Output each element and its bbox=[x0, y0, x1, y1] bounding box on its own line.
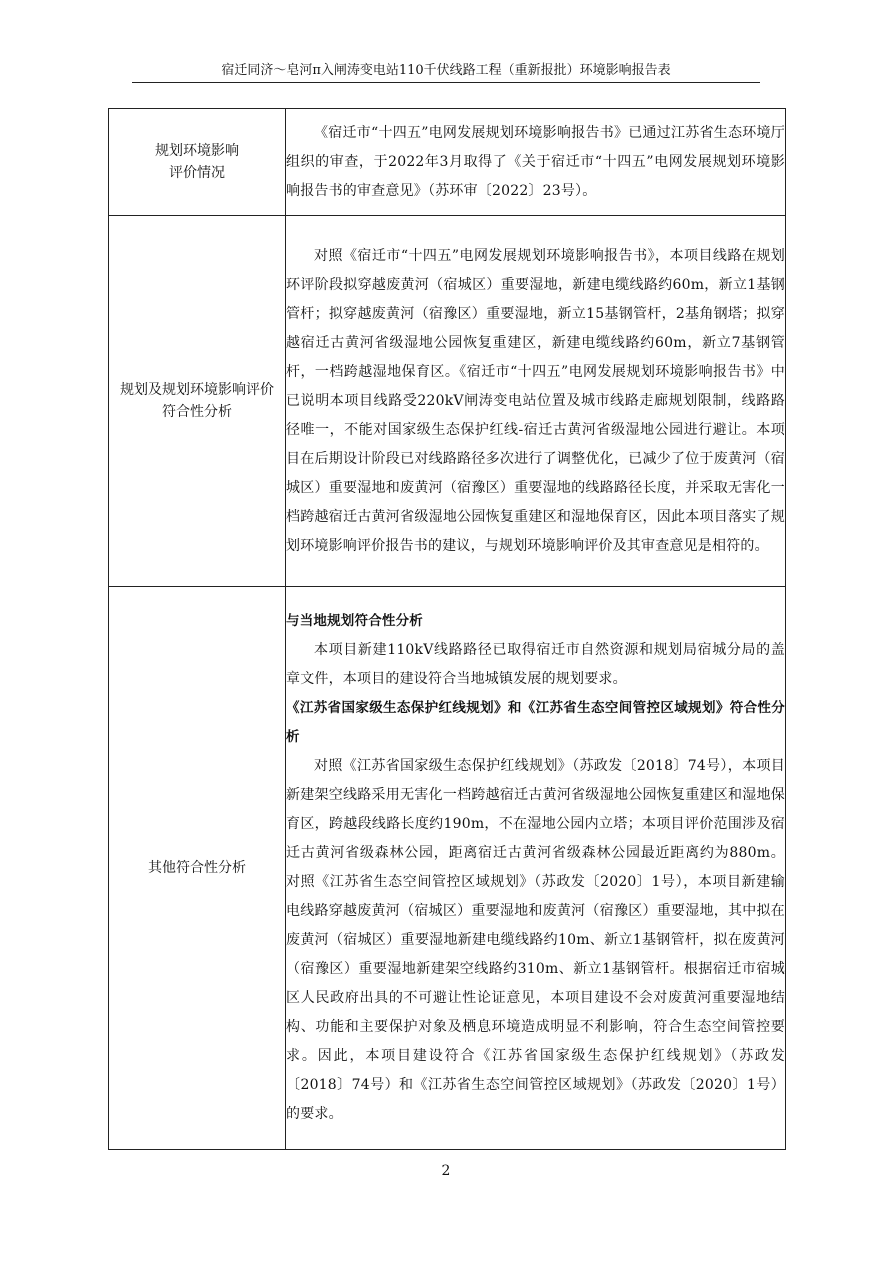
row-content-planning-compliance bbox=[286, 216, 786, 587]
table-row bbox=[109, 109, 786, 216]
label-line: 评价情况 bbox=[169, 165, 225, 181]
paragraph: 本项目新建110kV线路路径已取得宿迁市自然资源和规划局宿城分局的盖章文件，本项目的建设符合当地城镇发展的规划要求。 bbox=[286, 642, 785, 687]
label-line: 符合性分析 bbox=[162, 404, 232, 420]
section-subheading: 与当地规划符合性分析 bbox=[286, 613, 423, 629]
header-divider bbox=[132, 82, 760, 83]
label-line: 规划环境影响 bbox=[155, 143, 239, 159]
analysis-table bbox=[108, 108, 786, 1150]
row-label-planning-compliance bbox=[109, 216, 286, 587]
paragraph: 对照《江苏省国家级生态保护红线规划》（苏政发〔2018〕74号），本项目新建架空线路采用无害化一档跨越宿迁古黄河省级湿地公园恢复重建区和湿地保育区，跨越段线路长度约190m，不在湿地公园内立塔；本项目评价范围涉及宿迁古黄河省级森林公园，距离宿迁古黄河省级森林公园最近距离约为880m。 对照《江苏省生态空间管控区域规划》（苏政发〔2020〕1号），本项目新建输电线路穿越废黄河（宿城区）重要湿地和废黄河（宿豫区）重要湿地，其中拟在废黄河（宿城区）重要湿地新建电缆线路约10m、新立1基钢管杆，拟在废黄河（宿豫区）重要湿地新建架空线路约310m、新立1基钢管杆。根据宿迁市宿城区人民政府出具的不可避让性论证意见，本项目建设不会对废黄河重要湿地结构、功能和主要保护对象及栖息环境造成明显不利影响，符合生态空间管控要求。因此，本项目建设符合《江苏省国家级生态保护红线规划》（苏政发〔2018〕74号）和《江苏省生态空间管控区域规划》（苏政发〔2020〕1号）的要求。 bbox=[286, 758, 785, 1122]
row-label-other-compliance bbox=[109, 587, 286, 1150]
label-line: 其他符合性分析 bbox=[148, 860, 246, 876]
document-header-title: 宿迁同济～皂河π入闸涛变电站110千伏线路工程（重新报批）环境影响报告表 bbox=[221, 63, 671, 78]
row-label-planning-eia bbox=[109, 109, 286, 216]
table-row bbox=[109, 216, 786, 587]
paragraph: 对照《宿迁市“十四五”电网发展规划环境影响报告书》，本项目线路在规划环评阶段拟穿越废黄河（宿城区）重要湿地，新建电缆线路约60m，新立1基钢管杆；拟穿越废黄河（宿豫区）重要湿地，新立15基钢管杆，2基角钢塔；拟穿越宿迁古黄河省级湿地公园恢复重建区，新建电缆线路约60m，新立7基钢管杆，一档跨越湿地保育区。《宿迁市“十四五”电网发展规划环境影响报告书》中已说明本项目线路受220kV闸涛变电站位置及城市线路走廊规划限制，线路路径唯一，不能对国家级生态保护红线-宿迁古黄河省级湿地公园进行避让。本项目在后期设计阶段已对线路路径多次进行了调整优化，已减少了位于废黄河（宿城区）重要湿地和废黄河（宿豫区）重要湿地的线路路径长度，并采取无害化一档跨越宿迁古黄河省级湿地公园恢复重建区和湿地保育区，因此本项目落实了规划环境影响评价报告书的建议，与规划环境影响评价及其审查意见是相符的。 bbox=[286, 247, 785, 554]
page-number: 2 bbox=[441, 1163, 451, 1179]
label-line: 规划及规划环境影响评价 bbox=[120, 382, 274, 398]
paragraph: 《宿迁市“十四五”电网发展规划环境影响报告书》已通过江苏省生态环境厅组织的审查，于2022年3月取得了《关于宿迁市“十四五”电网发展规划环境影响报告书的审查意见》（苏环审〔2022〕23号）。 bbox=[286, 124, 785, 199]
row-content-planning-eia bbox=[286, 109, 786, 216]
section-subheading: 《江苏省国家级生态保护红线规划》和《江苏省生态空间管控区域规划》符合性分析 bbox=[286, 700, 785, 745]
table-row bbox=[109, 587, 786, 1150]
row-content-other-compliance bbox=[286, 587, 786, 1150]
